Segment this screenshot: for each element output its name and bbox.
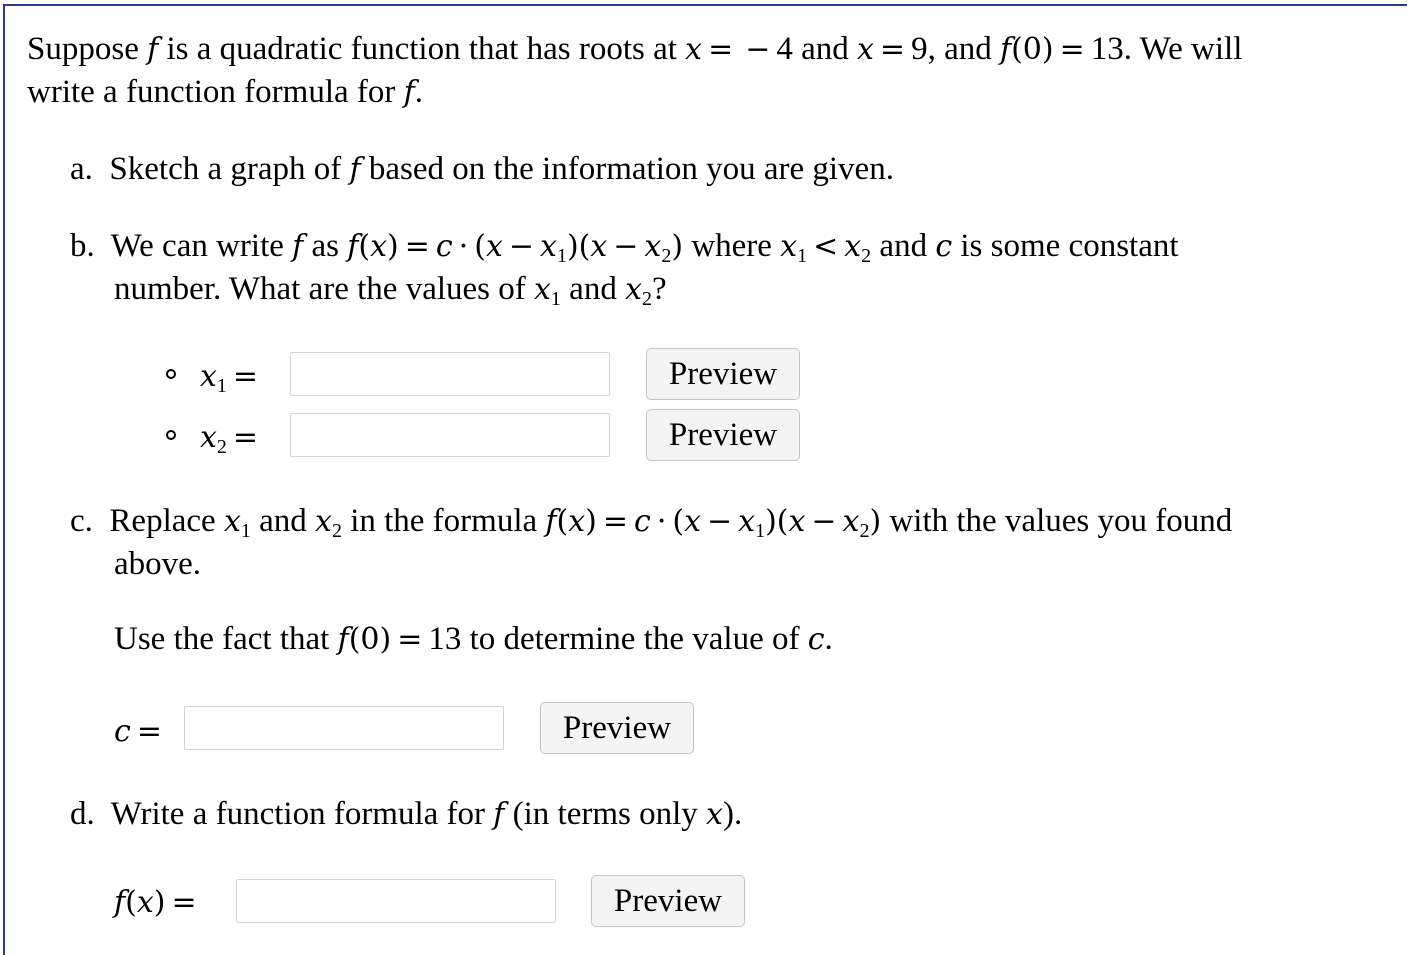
c-input[interactable] [184,706,504,750]
part-c-line-2 [114,544,201,584]
part-c-line-3: Use the fact that f(0) = 13 to determine the value of c. [114,621,833,657]
intro-and: and [801,31,849,67]
bullet-icon [166,430,176,440]
part-c-line-1: c. Replace $x_1$ and $x_2$ in the formula $f(x) = c \cdot (x - x_1)(x - x_2)$ with the values you found [70,503,1233,542]
part-b-and: and [569,271,617,307]
part-d-text-1: Write a function formula for [110,796,486,832]
part-b-text-2: number. What are the values of [114,271,526,307]
fx-label: f(x) = [114,885,197,920]
part-b-letter: b. [70,228,95,264]
part-b-line-1: b. We can write f as $f(x) = c \cdot (x - x_1)(x - x_2)$ where $x_1 < x_2$ and c is some constant [70,228,1179,267]
part-c-above: above. [114,546,202,582]
c-label: c = [114,714,162,749]
root-2-value: 9 [911,31,928,67]
part-d-letter: d. [70,796,95,832]
fx-input[interactable] [236,879,556,923]
x1-input[interactable] [290,352,610,396]
part-a: a. Sketch a graph of f based on the information you are given. [70,151,894,187]
x2-label: $x_2$ = [200,420,259,458]
part-b-as: as [311,228,340,264]
f0-value: 13 [1090,31,1124,67]
bullet-icon [166,369,176,379]
part-d-text-3: ). [722,796,743,832]
c-preview-button[interactable]: Preview [540,702,694,754]
intro-line-1: Suppose f is a quadratic function that has roots at x = − 4 and x = 9, and f(0) = 13. We will [27,31,1243,67]
part-b-question-mark: ? [652,271,667,307]
part-c-text-1: Replace [109,503,216,539]
part-c-in-formula: in the formula [350,503,538,539]
part-c-with: with the values you found [889,503,1233,539]
part-c-text-3: Use the fact that [114,621,330,657]
intro-text-quadratic: is a quadratic function that has roots at [166,31,677,67]
intro-and-2: , and [927,31,992,67]
intro-line-2: write a function formula for f. [27,74,423,110]
intro-text-suppose: Suppose [27,31,139,67]
part-b-where: where [691,228,772,264]
fx-preview-button[interactable]: Preview [591,875,745,927]
part-b-line-2: number. What are the values of $x_1$ and $x_2$? [114,271,667,310]
x2-preview-button[interactable]: Preview [646,409,800,461]
x2-input[interactable] [290,413,610,457]
part-c-letter: c. [70,503,93,539]
intro-text-write: write a function formula for [27,74,396,110]
root-1-value: 4 [776,31,793,67]
part-c-and: and [259,503,307,539]
part-a-text-1: Sketch a graph of [109,151,342,187]
part-a-text-2: based on the information you are given. [368,151,894,187]
x1-preview-button[interactable]: Preview [646,348,800,400]
part-d-text-2: (in terms only [512,796,698,832]
part-c-text-3b: to determine the value of [469,621,800,657]
x1-label: $x_1$ = [200,359,259,397]
part-c-f0-value: 13 [428,621,462,657]
part-d: d. Write a function formula for f (in terms only x). [70,796,743,832]
part-b-text-1: We can write [110,228,284,264]
intro-we-will: . We will [1123,31,1243,67]
part-b-constant: is some constant [960,228,1179,264]
part-a-letter: a. [70,151,93,187]
part-b-and-c: and [879,228,928,264]
